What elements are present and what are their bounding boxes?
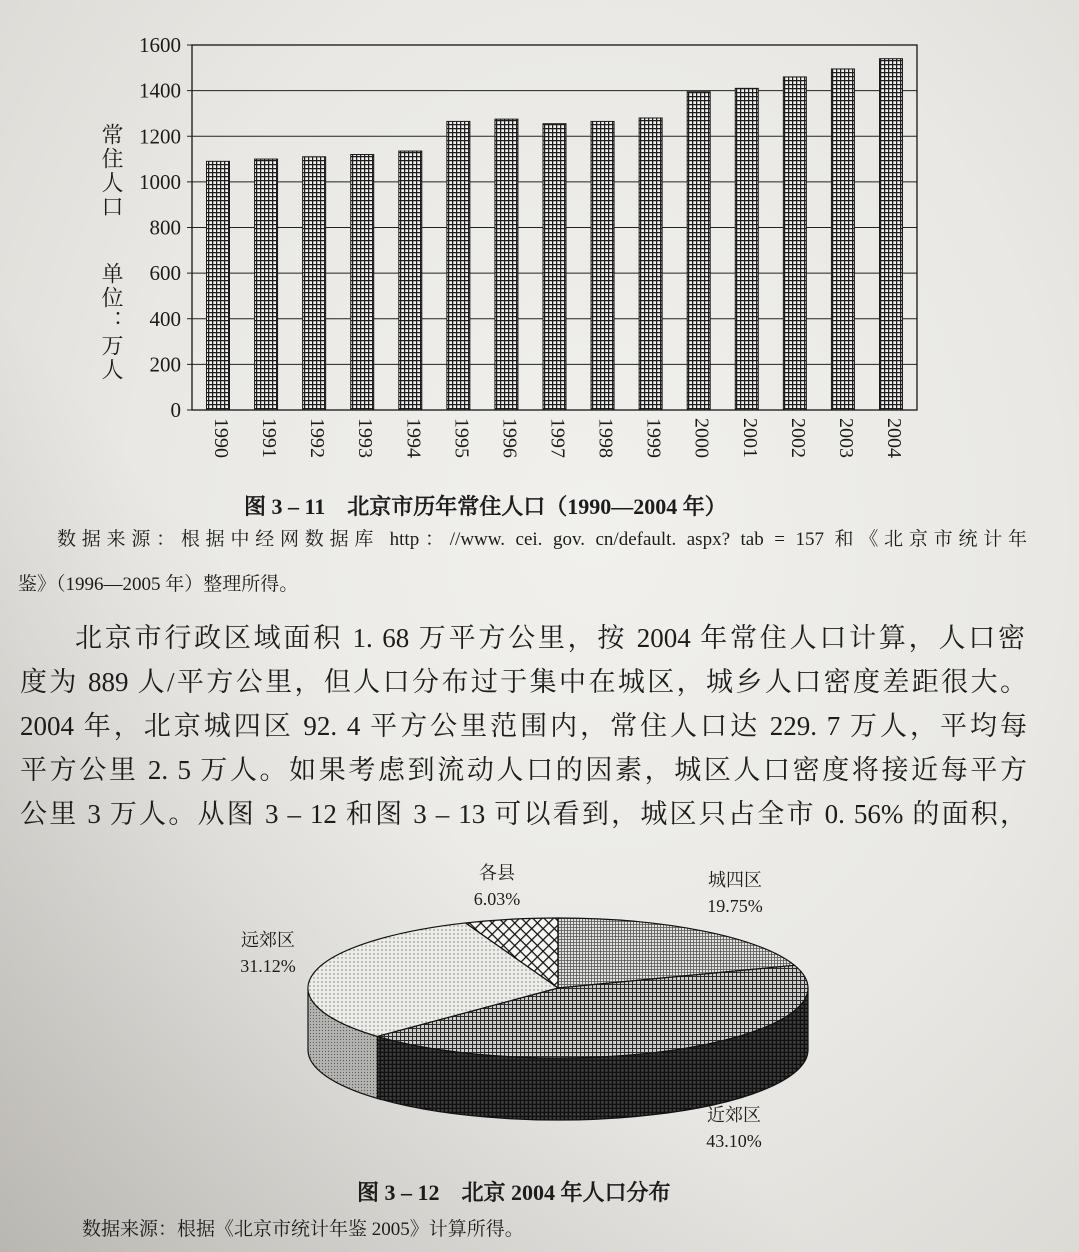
pie-label-name: 远郊区 <box>241 930 295 950</box>
bar-2004 <box>880 59 903 410</box>
x-tick-label-2003: 2003 <box>834 418 857 458</box>
x-tick-label-1990: 1990 <box>210 418 232 458</box>
y-tick-label: 400 <box>149 306 181 331</box>
paragraph-line: 2004 年，北京城四区 92. 4 平方公里范围内，常住人口达 229. 7 万人，平均每 <box>20 711 1027 741</box>
y-tick-label: 0 <box>170 398 181 422</box>
bar-2000 <box>687 92 710 410</box>
bar-1991 <box>255 159 278 410</box>
pie-label-name: 城四区 <box>708 870 762 890</box>
bar-2002 <box>783 77 806 410</box>
y-tick-label: 1000 <box>139 169 181 194</box>
paragraph-line: 平方公里 2. 5 万人。如果考虑到流动人口的因素，城区人口密度将接近每平方 <box>20 755 1027 785</box>
pie-label-inner-suburbs <box>684 1102 784 1154</box>
bar-2001 <box>735 88 758 410</box>
bar-1990 <box>207 161 230 410</box>
pie-chart <box>308 918 808 1120</box>
x-tick-label-1992: 1992 <box>306 418 329 458</box>
bar-1995 <box>447 121 470 410</box>
x-tick-label-1998: 1998 <box>594 418 617 458</box>
bar-1993 <box>351 155 374 411</box>
y-tick-label: 1200 <box>139 124 181 149</box>
bar-chart <box>139 33 917 458</box>
pie-label-value: 31.12% <box>240 956 296 976</box>
figure-2-source: 数据来源：根据《北京市统计年鉴 2005》计算所得。 <box>82 1219 524 1240</box>
y-tick-label: 600 <box>149 261 181 286</box>
y-tick-label: 200 <box>149 352 181 377</box>
paragraph-line: 度为 889 人/平方公里，但人口分布过于集中在城区，城乡人口密度差距很大。 <box>20 667 1027 697</box>
x-tick-label-2002: 2002 <box>786 418 809 458</box>
pie-label-value: 6.03% <box>473 889 521 909</box>
x-tick-label-1993: 1993 <box>354 418 377 458</box>
x-tick-label-2001: 2001 <box>738 418 761 458</box>
pie-label-name: 近郊区 <box>707 1105 761 1125</box>
pie-label-city-core <box>685 867 785 919</box>
bar-1996 <box>495 119 518 410</box>
x-tick-label-1997: 1997 <box>546 418 569 458</box>
pie-label-counties <box>447 860 547 912</box>
bar-1999 <box>639 118 662 410</box>
figure-1-source-line: 数据来源：根据中经网数据库 http：//www. cei. gov. cn/default. aspx? tab = 157 和《北京市统计年 <box>57 529 1027 550</box>
y-tick-label: 1600 <box>139 33 181 57</box>
y-axis-unit: 单位：万人 <box>99 262 124 382</box>
figure-1-caption: 图 3 – 11 北京市历年常住人口（1990—2004 年） <box>244 494 727 519</box>
figure-1-source-line: 鉴》（1996—2005 年）整理所得。 <box>18 574 299 595</box>
x-tick-label-1995: 1995 <box>450 418 473 458</box>
x-tick-label-2004: 2004 <box>883 418 905 458</box>
y-tick-label: 800 <box>149 215 181 240</box>
paragraph-line: 北京市行政区域面积 1. 68 万平方公里，按 2004 年常住人口计算，人口密 <box>75 623 1025 653</box>
pie-label-outer-suburbs <box>218 927 318 979</box>
bar-1994 <box>399 151 422 410</box>
paragraph-line: 公里 3 万人。从图 3 – 12 和图 3 – 13 可以看到，城区只占全市 0. 56% 的面积， <box>20 799 1027 829</box>
x-tick-label-1996: 1996 <box>498 418 521 459</box>
y-tick-label: 1400 <box>139 78 181 103</box>
x-tick-label-1991: 1991 <box>258 418 281 458</box>
x-tick-label-2000: 2000 <box>690 418 713 458</box>
pie-label-value: 19.75% <box>707 896 763 916</box>
y-axis-label: 常住人口 <box>99 123 124 219</box>
pie-label-value: 43.10% <box>706 1131 762 1151</box>
bar-1992 <box>303 157 326 410</box>
x-tick-label-1999: 1999 <box>642 418 665 458</box>
bar-1997 <box>543 124 566 410</box>
bar-2003 <box>831 69 854 410</box>
x-tick-label-1994: 1994 <box>402 418 425 458</box>
pie-label-name: 各县 <box>479 863 515 883</box>
bar-1998 <box>591 121 614 410</box>
figure-2-caption: 图 3 – 12 北京 2004 年人口分布 <box>357 1180 671 1205</box>
